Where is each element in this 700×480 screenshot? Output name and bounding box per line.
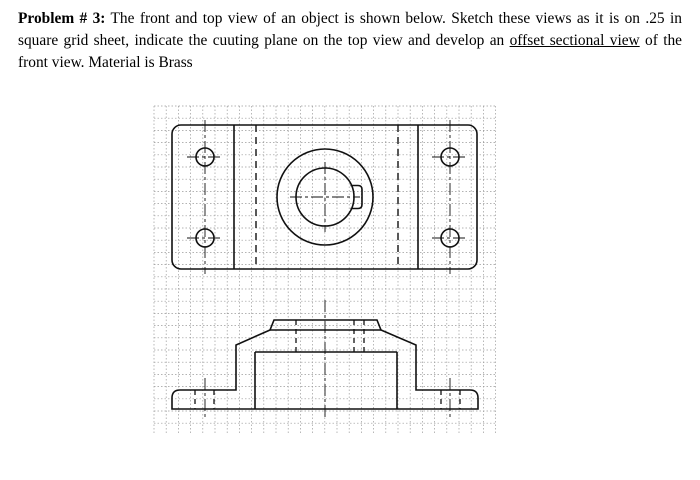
front-view-hidden-lines	[195, 320, 460, 409]
top-view-centerlines	[187, 120, 468, 274]
offset-sectional-view-term: offset sectional view	[509, 32, 640, 49]
problem-text-part1: The front and top view of an object is shown below. Sketch these views as it is on .25 in square grid sheet, indicate the cuuting plane on the top view and develop an	[18, 10, 682, 49]
front-view-centerlines	[205, 300, 450, 420]
problem-label: Problem # 3:	[18, 10, 106, 27]
problem-text-part2: of the front view. Material is Brass	[18, 32, 682, 71]
